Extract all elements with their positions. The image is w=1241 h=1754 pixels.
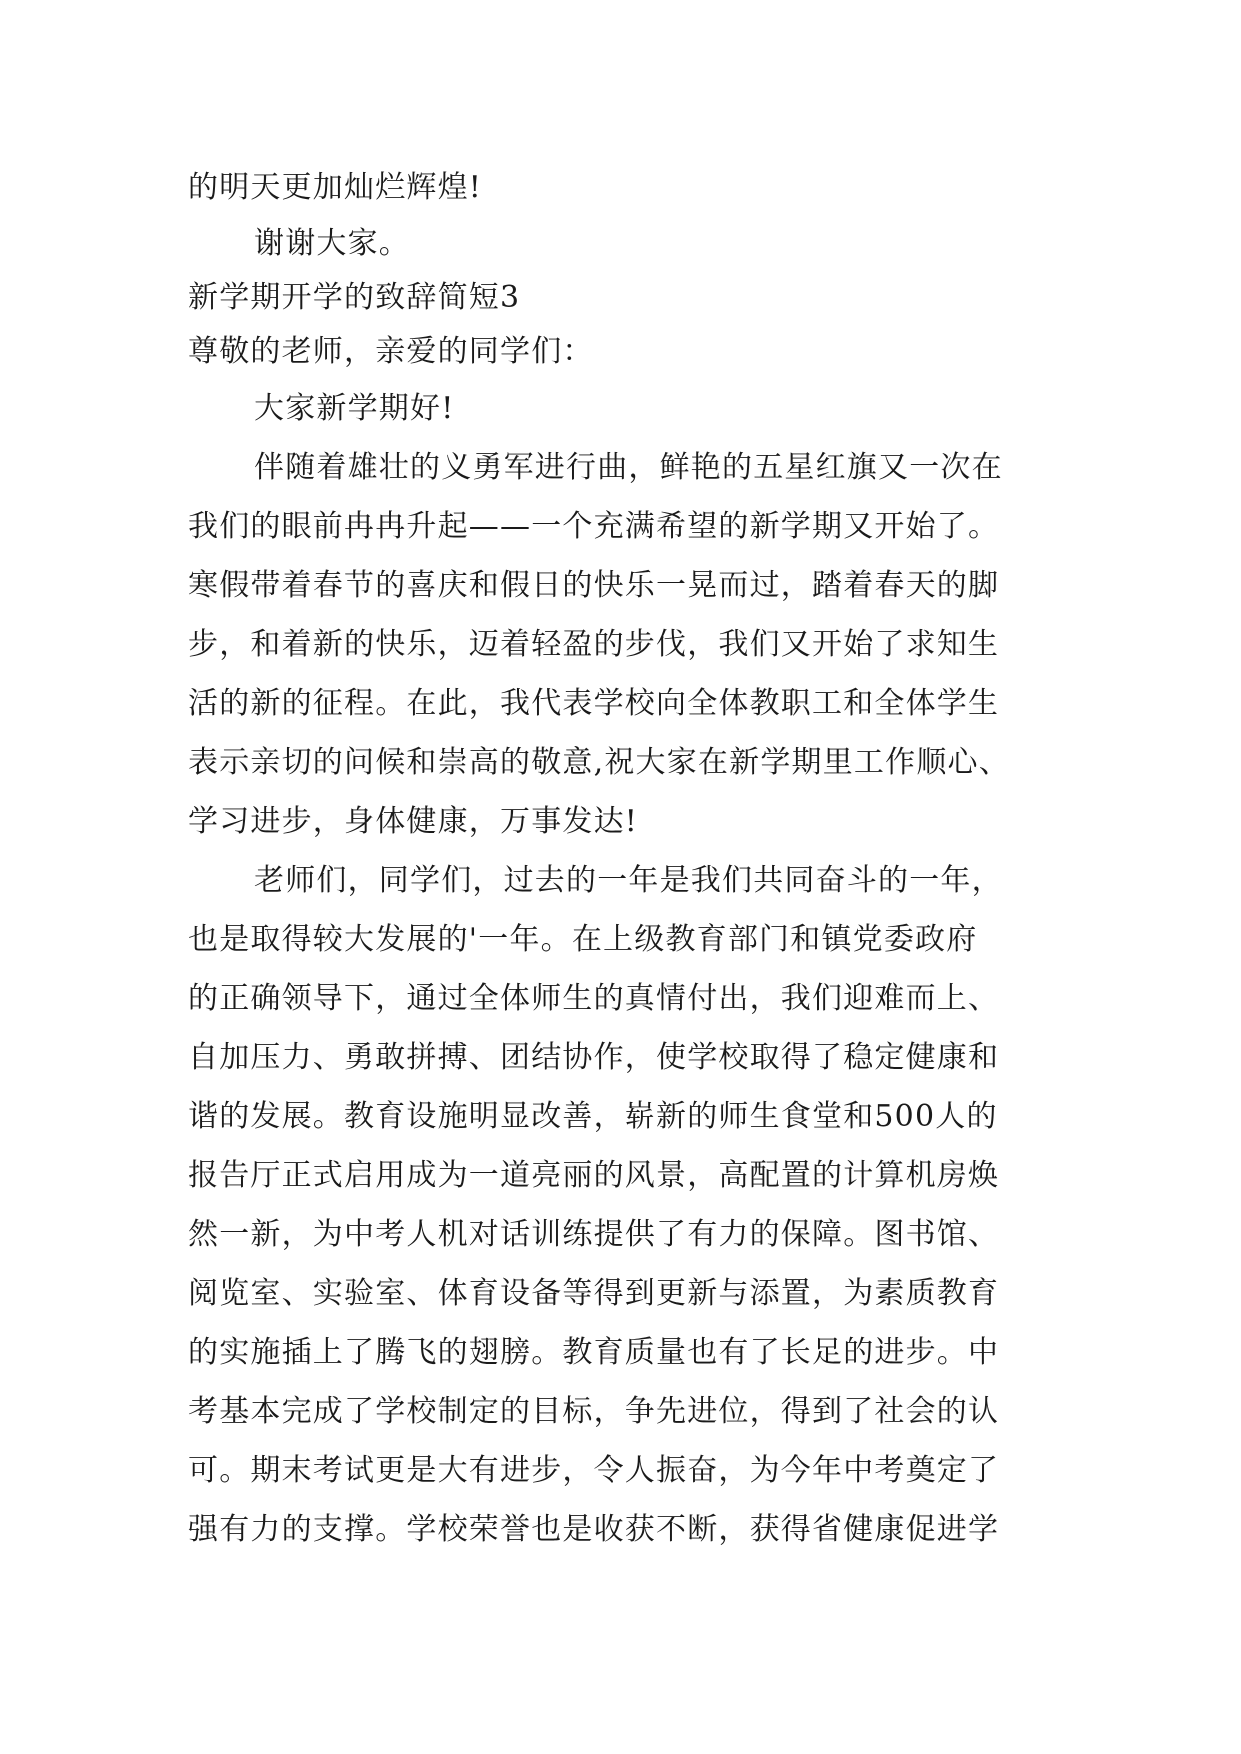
paragraph-line: 我们的眼前冉冉升起——一个充满希望的新学期又开始了。 xyxy=(188,509,1000,544)
paragraph-2 xyxy=(188,851,1068,1559)
paragraph-line: 可。期末考试更是大有进步，令人振奋，为今年中考奠定了 xyxy=(188,1453,1000,1488)
paragraph-line: 然一新，为中考人机对话训练提供了有力的保障。图书馆、 xyxy=(188,1217,1000,1252)
paragraph-line: 活的新的征程。在此，我代表学校向全体教职工和全体学生 xyxy=(188,686,1000,721)
paragraph-line: 的实施插上了腾飞的翅膀。教育质量也有了长足的进步。中 xyxy=(188,1335,1000,1370)
paragraph-line: 步，和着新的快乐，迈着轻盈的步伐，我们又开始了求知生 xyxy=(188,627,1000,662)
paragraph-line: 寒假带着春节的喜庆和假日的快乐一晃而过，踏着春天的脚 xyxy=(188,568,1000,603)
paragraph-line: 考基本完成了学校制定的目标，争先进位，得到了社会的认 xyxy=(188,1394,1000,1429)
greeting: 大家新学期好! xyxy=(254,391,455,426)
paragraph-line: 自加压力、勇敢拼搏、团结协作，使学校取得了稳定健康和 xyxy=(188,1040,1000,1075)
previous-paragraph-ending: 的明天更加灿烂辉煌! xyxy=(188,170,483,205)
thanks-line: 谢谢大家。 xyxy=(254,226,410,261)
paragraph-line: 强有力的支撑。学校荣誉也是收获不断，获得省健康促进学 xyxy=(188,1512,1000,1547)
paragraph-line: 老师们，同学们，过去的一年是我们共同奋斗的一年， xyxy=(254,863,1003,898)
paragraph-line: 报告厅正式启用成为一道亮丽的风景，高配置的计算机房焕 xyxy=(188,1158,1000,1193)
paragraph-1 xyxy=(188,438,1068,851)
document-body xyxy=(188,158,1068,1559)
paragraph-line: 学习进步，身体健康，万事发达! xyxy=(188,804,639,839)
salutation: 尊敬的老师，亲爱的同学们： xyxy=(188,334,594,369)
paragraph-line: 阅览室、实验室、体育设备等得到更新与添置，为素质教育 xyxy=(188,1276,1000,1311)
paragraph-line: 表示亲切的问候和崇高的敬意,祝大家在新学期里工作顺心、 xyxy=(188,745,1010,780)
section-title: 新学期开学的致辞简短3 xyxy=(188,280,521,315)
paragraph-line: 的正确领导下，通过全体师生的真情付出，我们迎难而上、 xyxy=(188,981,1000,1016)
paragraph-line: 也是取得较大发展的'一年。在上级教育部门和镇党委政府 xyxy=(188,922,978,957)
paragraph-line: 谐的发展。教育设施明显改善，崭新的师生食堂和500人的 xyxy=(188,1099,998,1134)
paragraph-line: 伴随着雄壮的义勇军进行曲，鲜艳的五星红旗又一次在 xyxy=(254,450,1003,485)
